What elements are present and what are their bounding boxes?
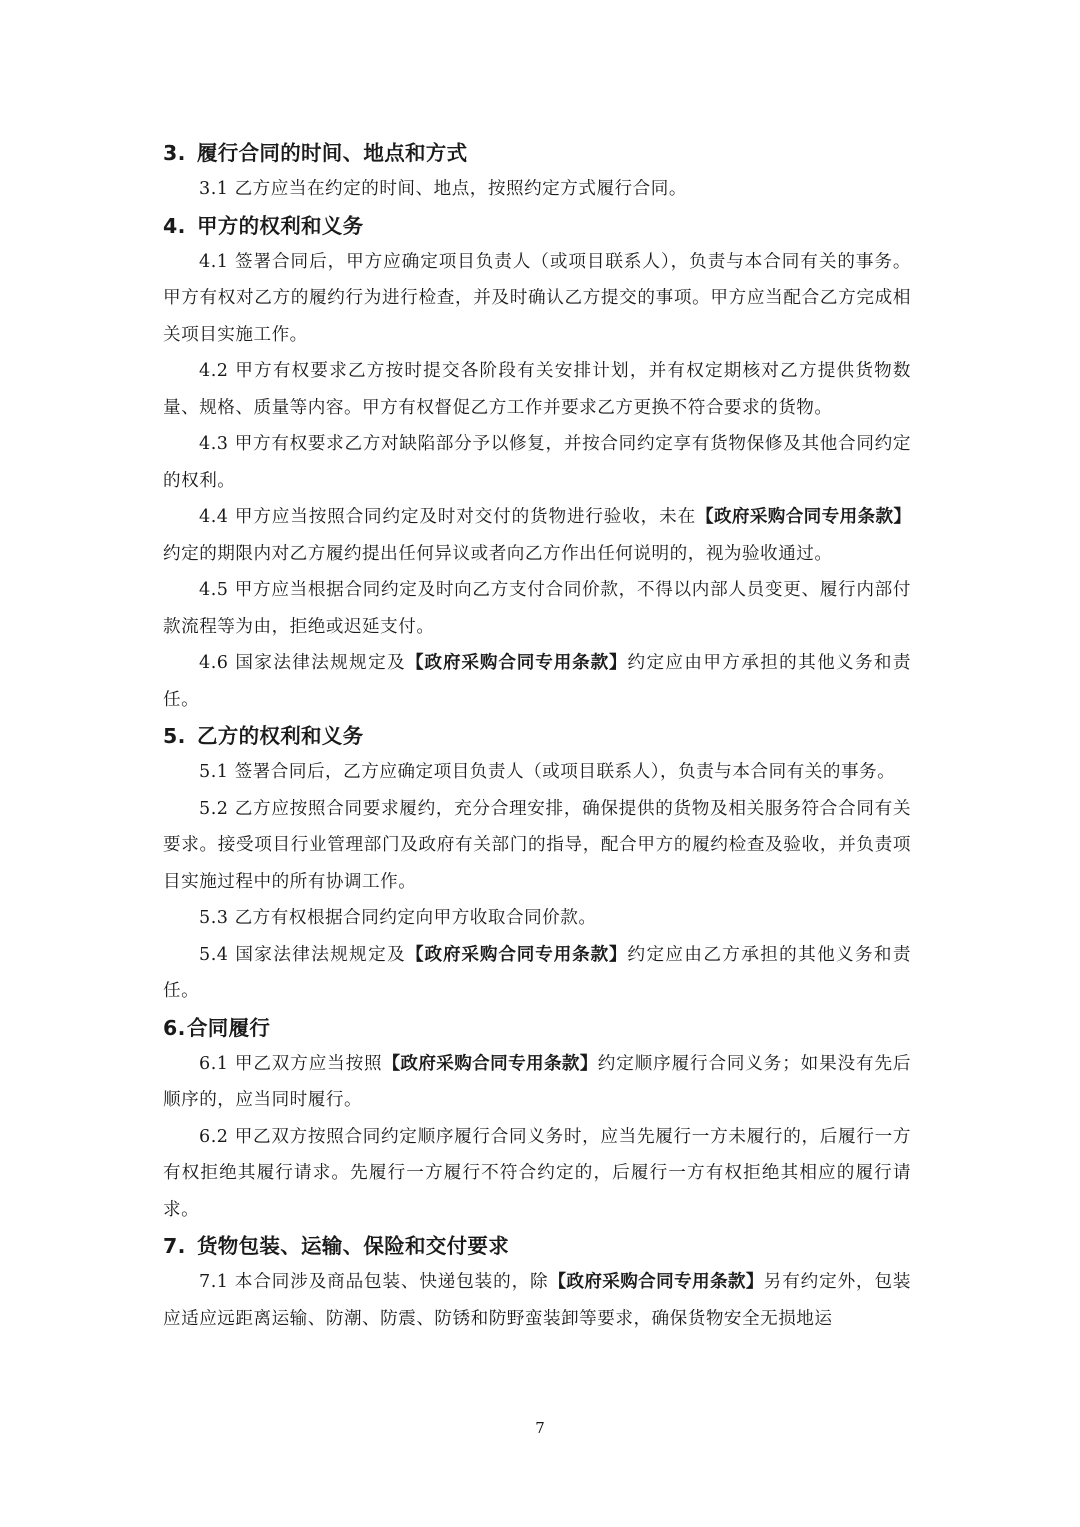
section-number: 4. — [163, 213, 186, 238]
special-terms-reference: 【政府采购合同专用条款】 — [406, 944, 628, 965]
clause-6-1 — [163, 1046, 911, 1119]
clause-4-5 — [163, 572, 911, 645]
section-number: 6. — [163, 1015, 186, 1040]
clause-text: 6.1 甲乙双方应当按照 — [199, 1053, 383, 1074]
clause-text: 5.1 签署合同后，乙方应确定项目负责人（或项目联系人），负责与本合同有关的事务。 — [199, 762, 896, 782]
clause-text: 5.3 乙方有权根据合同约定向甲方收取合同价款。 — [199, 908, 597, 928]
clause-text: 4.6 国家法律法规规定及 — [199, 653, 407, 673]
document-body — [163, 135, 911, 1337]
section-heading-5 — [163, 718, 911, 754]
section-number: 3. — [163, 141, 186, 165]
page-number: 7 — [535, 1419, 545, 1437]
clause-5-4 — [163, 937, 911, 1010]
section-title: 履行合同的时间、地点和方式 — [197, 141, 468, 165]
section-heading-6 — [163, 1010, 911, 1046]
special-terms-reference: 【政府采购合同专用条款】 — [382, 1053, 598, 1074]
section-number: 5. — [163, 724, 186, 748]
section-heading-4 — [163, 208, 911, 244]
clause-text: 4.2 甲方有权要求乙方按时提交各阶段有关安排计划，并有权定期核对乙方提供货物数量、规格、质量等内容。甲方有权督促乙方工作并要求乙方更换不符合要求的货物。 — [163, 361, 911, 418]
section-title: 货物包装、运输、保险和交付要求 — [197, 1234, 509, 1258]
clause-text: 约定应由甲方承担的其他义务和责任。 — [163, 653, 911, 710]
clause-text: 5.2 乙方应按照合同要求履约，充分合理安排，确保提供的货物及相关服务符合合同有关要求。接受项目行业管理部门及政府有关部门的指导，配合甲方的履约检查及验收，并负责项目实施过程中的所有协调工作。 — [163, 798, 911, 892]
section-heading-3 — [163, 135, 911, 171]
clause-text: 另有约定外，包装应适应远距离运输、防潮、防震、防锈和防野蛮装卸等要求，确保货物安全无损地运 — [163, 1272, 911, 1329]
section-title: 乙方的权利和义务 — [197, 724, 364, 748]
special-terms-reference: 【政府采购合同专用条款】 — [696, 507, 911, 527]
clause-4-1 — [163, 244, 911, 354]
section-title: 合同履行 — [187, 1015, 271, 1040]
clause-text: 7.1 本合同涉及商品包装、快递包装的，除 — [199, 1272, 549, 1292]
clause-text: 4.4 甲方应当按照合同约定及时对交付的货物进行验收，未在 — [199, 507, 697, 527]
clause-text: 约定应由乙方承担的其他义务和责任。 — [163, 944, 911, 1001]
section-number: 7. — [163, 1234, 186, 1258]
section-title: 甲方的权利和义务 — [197, 213, 364, 238]
clause-5-2 — [163, 791, 911, 901]
clause-4-3 — [163, 426, 911, 499]
clause-text: 3.1 乙方应当在约定的时间、地点，按照约定方式履行合同。 — [199, 179, 687, 199]
clause-text: 约定顺序履行合同义务；如果没有先后顺序的，应当同时履行。 — [163, 1053, 911, 1110]
clause-4-2 — [163, 353, 911, 426]
clause-text: 5.4 国家法律法规规定及 — [199, 944, 407, 965]
clause-text: 4.5 甲方应当根据合同约定及时向乙方支付合同价款，不得以内部人员变更、履行内部付款流程等为由，拒绝或迟延支付。 — [163, 580, 911, 637]
special-terms-reference: 【政府采购合同专用条款】 — [406, 653, 628, 673]
clause-3-1 — [163, 171, 911, 208]
clause-7-1 — [163, 1264, 911, 1337]
clause-4-6 — [163, 645, 911, 718]
special-terms-reference: 【政府采购合同专用条款】 — [548, 1272, 764, 1292]
clause-text: 约定的期限内对乙方履约提出任何异议或者向乙方作出任何说明的，视为验收通过。 — [163, 543, 833, 564]
clause-text: 4.1 签署合同后，甲方应确定项目负责人（或项目联系人），负责与本合同有关的事务。甲方有权对乙方的履约行为进行检查，并及时确认乙方提交的事项。甲方应当配合乙方完成相关项目实施工作。 — [163, 251, 911, 345]
clause-5-3 — [163, 900, 911, 937]
section-heading-7 — [163, 1228, 911, 1264]
clause-4-4 — [163, 499, 911, 572]
clause-text: 6.2 甲乙双方按照合同约定顺序履行合同义务时，应当先履行一方未履行的，后履行一方有权拒绝其履行请求。先履行一方履行不符合约定的，后履行一方有权拒绝其相应的履行请求。 — [163, 1126, 911, 1220]
clause-5-1 — [163, 754, 911, 791]
clause-6-2 — [163, 1119, 911, 1229]
clause-text: 4.3 甲方有权要求乙方对缺陷部分予以修复，并按合同约定享有货物保修及其他合同约定的权利。 — [163, 434, 911, 491]
